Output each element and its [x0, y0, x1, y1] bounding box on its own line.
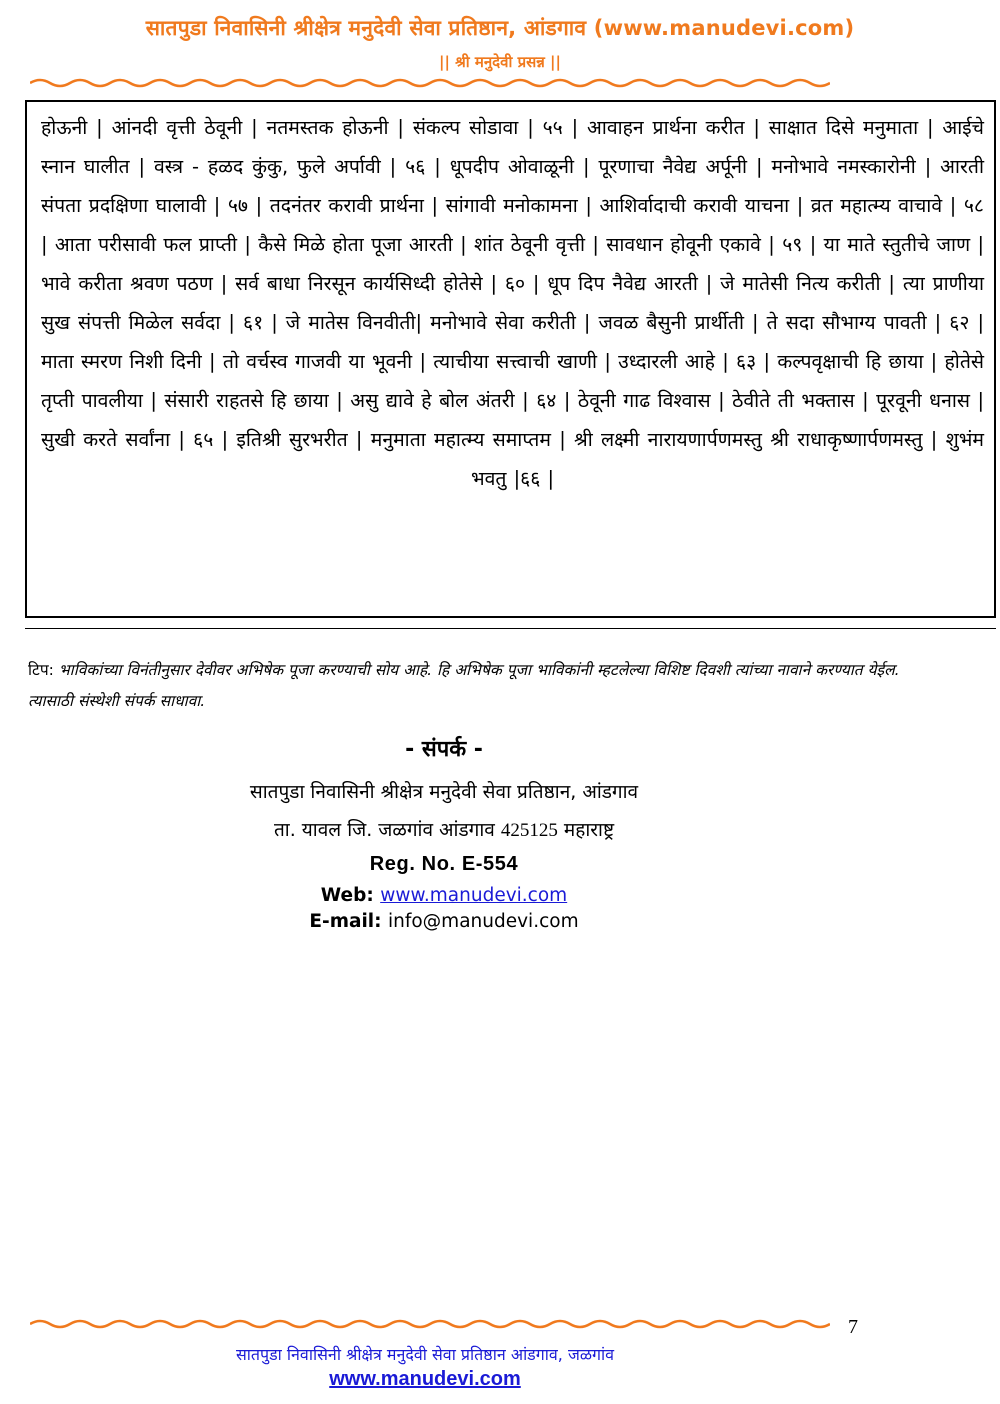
- email-address: info@manudevi.com: [387, 911, 579, 932]
- contact-org-name: सातपुडा निवासिनी श्रीक्षेत्र मनुदेवी सेवा प्रतिष्ठान, आंडगाव: [249, 781, 639, 803]
- registration-number: Reg. No. E-554: [369, 853, 519, 875]
- web-line: [0, 885, 888, 906]
- web-link[interactable]: www.manudevi.com: [380, 885, 568, 906]
- top-wave-divider: [30, 77, 830, 89]
- verse-box: [25, 100, 996, 618]
- email-line: [0, 911, 888, 932]
- address-text: ता. यावल जि. जळगांव आंडगाव: [273, 819, 501, 841]
- email-label: E-mail:: [309, 911, 388, 932]
- bottom-wave-divider: [30, 1318, 830, 1330]
- footer-web-link[interactable]: www.manudevi.com: [329, 1368, 521, 1390]
- note-text: भाविकांच्या विनंतीनुसार देवीवर अभिषेक पूजा करण्याची सोय आहे. हि अभिषेक पूजा भाविकांनी म्हटलेल्या विशिष्ट दिवशी त्यांच्या नावाने करण्यात येईल. त्यासाठी संस्थेशी संपर्क साधावा.: [28, 661, 900, 710]
- contact-address: [0, 816, 888, 842]
- footer-org-name: सातपुडा निवासिनी श्रीक्षेत्र मनुदेवी सेवा प्रतिष्ठान आंडगाव, जळगांव: [235, 1345, 615, 1364]
- contact-heading: - संपर्क -: [405, 737, 483, 762]
- address-state: महाराष्ट्र: [557, 819, 615, 841]
- web-label: Web:: [320, 885, 381, 906]
- verse-text: होऊनी | आंनदी वृत्ती ठेवूनी | नतमस्तक होऊनी | संकल्प सोडावा | ५५ | आवाहन प्रार्थना करीत | साक्षात दिसे मनुमाता | आईचे स्नान घालीत | वस्त्र - हळद कुंकु, फुले अर्पावी | ५६ | धूपदीप ओवाळूनी | पूरणाचा नैवेद्य अर्पूनी | मनोभावे नमस्कारोनी | आरती संपता प्रदक्षिणा घालावी | ५७ | तदनंतर करावी प्रार्थना | सांगावी मनोकामना | आशिर्वादाची करावी याचना | व्रत महात्म्य वाचावे | ५८ | आता परीसावी फल प्राप्ती | कैसे मिळे होता पूजा आरती | शांत ठेवूनी वृत्ती | सावधान होवूनी एकावे | ५९ | या माते स्तुतीचे जाण | भावे करीता श्रवण पठण | सर्व बाधा निरसून कार्यसिध्दी होतेसे | ६० | धूप दिप नैवेद्य आरती | जे मातेसी नित्य करीती | त्या प्राणीया सुख संपत्ती मिळेल सर्वदा | ६१ | जे मातेस विनवीती| मनोभावे सेवा करीती | जवळ बैसुनी प्रार्थीती | ते सदा सौभाग्य पावती | ६२ | माता स्मरण निशी दिनी | तो वर्चस्व गाजवी या भूवनी | त्याचीया सत्त्वाची खाणी | उध्दारली आहे | ६३ | कल्पवृक्षाची हि छाया | होतेसे तृप्ती पावलीया | संसारी राहतसे हि छाया | असु द्यावे हे बोल अंतरी | ६४ | ठेवूनी गाढ विश्वास | ठेवीते ती भक्तास | पूरवूनी धनास | सुखी करते सर्वांना | ६५ | इतिश्री सुरभरीत | मनुमाता महात्म्य समाप्तम | श्री लक्ष्मी नारायणार्पणमस्तु श्री राधाकृष्णार्पणमस्तु | शुभंम भवतु |६६ |: [41, 116, 984, 490]
- pin-code: 425125: [500, 820, 558, 841]
- note-label: टिप:: [28, 661, 59, 679]
- header-title: सातपुडा निवासिनी श्रीक्षेत्र मनुदेवी सेवा प्रतिष्ठान, आंडगाव (www.manudevi.com): [145, 16, 855, 40]
- page-number: 7: [848, 1316, 858, 1338]
- header-subtitle: || श्री मनुदेवी प्रसन्न ||: [438, 53, 562, 71]
- horizontal-rule: [25, 628, 996, 629]
- note-paragraph: [28, 655, 928, 717]
